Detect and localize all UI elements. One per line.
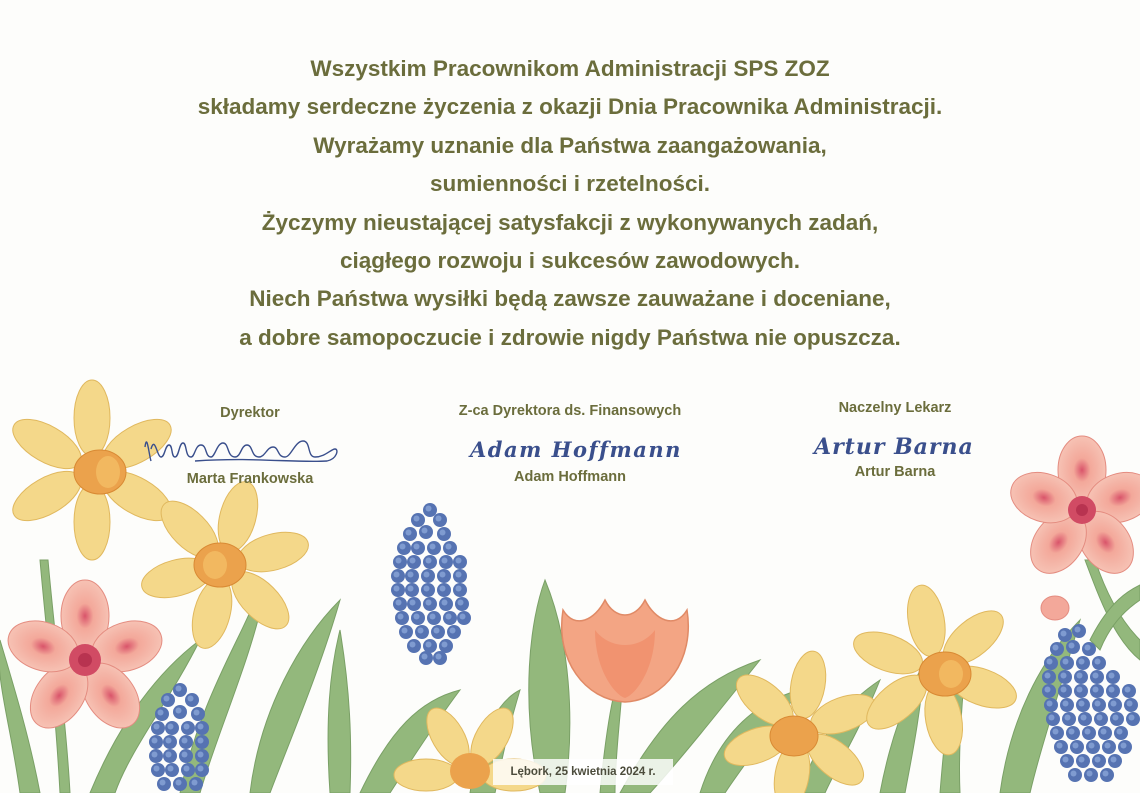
greeting-text — [100, 50, 1040, 357]
date-line: Lębork, 25 kwietnia 2024 r. — [493, 759, 673, 785]
signature-block-chief-physician — [790, 400, 1000, 480]
greeting-line: a dobre samopoczucie i zdrowie nigdy Państwa nie opuszcza. — [239, 324, 901, 350]
greeting-line: ciągłego rozwoju i sukcesów zawodowych. — [339, 248, 801, 274]
svg-text:Artur Barna: Artur Barna — [814, 434, 974, 460]
greeting-line: składamy serdeczne życzenia z okazji Dnia Pracownika Administracji. — [197, 94, 943, 120]
greeting-line: Życzymy nieustającej satysfakcji z wykonywanych zadań, — [261, 209, 879, 235]
signature-name: Marta Frankowska — [186, 471, 314, 487]
greeting-line: Niech Państwa wysiłki będą zawsze zauważane i doceniane, — [249, 286, 891, 312]
signature-role: Dyrektor — [220, 405, 280, 421]
signature-name: Artur Barna — [854, 464, 936, 480]
signature-name: Adam Hoffmann — [514, 469, 626, 485]
signature-block-deputy-director — [420, 403, 720, 485]
handwritten-signature — [135, 427, 365, 467]
greeting-line: sumienności i rzetelności. — [429, 171, 711, 197]
handwritten-signature — [800, 424, 1000, 464]
signature-role: Naczelny Lekarz — [838, 400, 952, 416]
greeting-line: Wyrażamy uznanie dla Państwa zaangażowania, — [313, 132, 827, 158]
signature-role: Z-ca Dyrektora ds. Finansowych — [458, 403, 682, 419]
svg-text:Adam Hoffmann: Adam Hoffmann — [470, 437, 682, 462]
handwritten-signature — [460, 427, 720, 469]
greeting-line: Wszystkim Pracownikom Administracji SPS ZOZ — [310, 56, 830, 81]
signature-block-director — [140, 405, 360, 487]
